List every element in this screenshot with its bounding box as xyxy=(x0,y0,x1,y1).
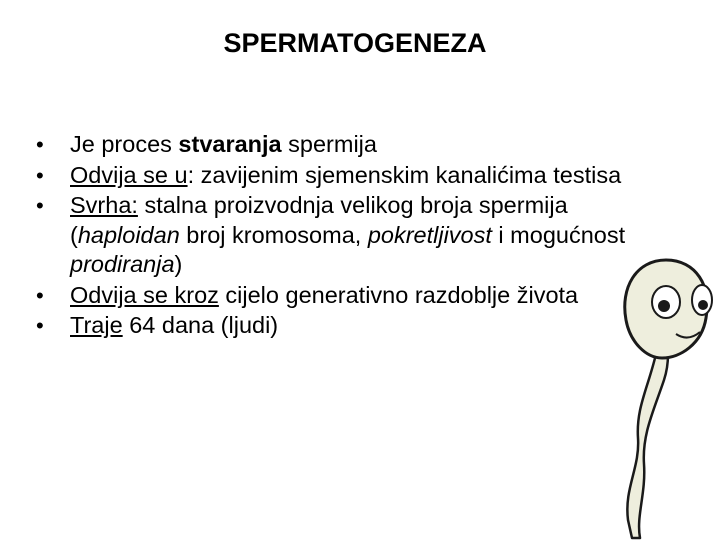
underlined-term: Odvija se kroz xyxy=(70,281,219,308)
cartoon-sperm-illustration xyxy=(606,258,720,540)
pupil xyxy=(698,300,708,310)
pupil xyxy=(658,300,670,312)
italic-term: haploidan xyxy=(77,221,180,248)
italic-term: pokretljivost xyxy=(367,221,492,248)
bullet-item: • Svrha: stalna proizvodnja velikog broja spermija (haploidan broj kromosoma, pokretljivost i mogućnost prodiranja) xyxy=(36,191,636,280)
slide-title: SPERMATOGENEZA xyxy=(223,28,487,58)
bullet-item: • Odvija se u: zavijenim sjemenskim kanalićima testisa xyxy=(36,161,636,191)
sperm-tail xyxy=(627,354,668,538)
underlined-term: Traje xyxy=(70,312,123,338)
italic-term: prodiranja xyxy=(70,251,175,277)
bullet-item: • Traje 64 dana (ljudi) xyxy=(36,311,636,341)
underlined-term: Odvija se u xyxy=(70,161,188,188)
bullet-item: • Odvija se kroz cijelo generativno razdoblje života xyxy=(36,281,636,311)
underlined-term: Svrha: xyxy=(70,192,138,218)
bold-term: stvaranja xyxy=(178,131,282,157)
bullet-item: • Je proces stvaranja spermija xyxy=(36,130,636,160)
eye-icon xyxy=(692,285,712,315)
bullet-list xyxy=(36,130,636,342)
